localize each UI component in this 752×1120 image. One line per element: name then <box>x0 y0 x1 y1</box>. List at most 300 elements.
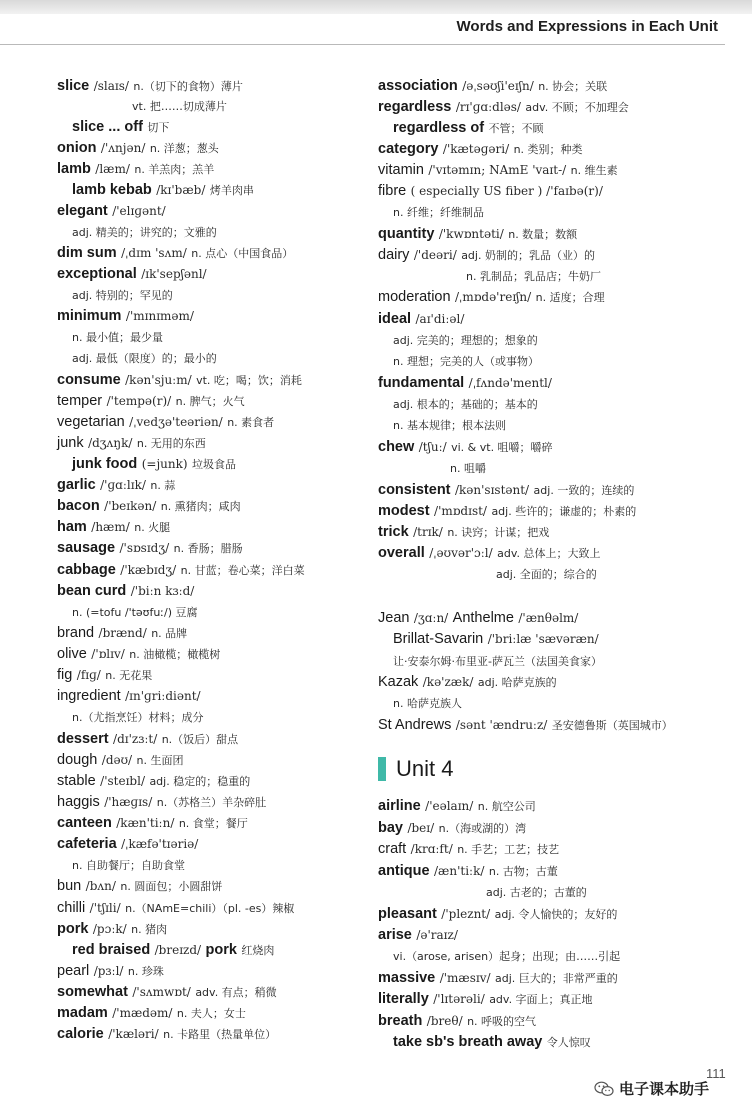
gloss: n. 基本规律；根本法则 <box>393 419 506 432</box>
gloss: adj. 巨大的；非常严重的 <box>494 972 618 985</box>
headword: vitamin <box>378 162 424 178</box>
gloss: n. 维生素 <box>570 164 618 177</box>
headword: breath <box>378 1013 423 1029</box>
phonetic: /ˌvedʒə'teəriən/ <box>129 415 223 429</box>
entry-line <box>57 919 167 940</box>
phonetic: /dɪ'zɜːt/ <box>113 732 158 746</box>
gloss: n. 品牌 <box>151 627 188 640</box>
entry-line <box>393 629 599 649</box>
phonetic: /breθ/ <box>426 1014 463 1028</box>
entry-line <box>72 348 217 369</box>
headword: take sb's breath away <box>393 1034 543 1050</box>
phonetic: /'kætəɡəri/ <box>442 142 510 156</box>
phonetic: /'biːn kɜːd/ <box>130 584 195 598</box>
gloss: adj. 根本的；基础的；基本的 <box>393 398 538 411</box>
gloss: 令人惊叹 <box>546 1036 591 1049</box>
gloss: n. 羊羔肉；羔羊 <box>134 163 215 176</box>
gloss: n. 洋葱；葱头 <box>149 142 219 155</box>
entry-line <box>57 1003 246 1024</box>
headword: ingredient <box>57 688 121 704</box>
entry-line <box>72 327 163 348</box>
gloss: adj. 哈萨克族的 <box>477 676 557 689</box>
headword: bun <box>57 878 82 894</box>
phonetic: /ʒɑːn/ <box>413 611 449 625</box>
gloss: n.（海或湖的）湾 <box>438 822 527 835</box>
entry-line <box>393 651 602 672</box>
phonetic: /kæn'tiːn/ <box>116 816 175 830</box>
section-header: Words and Expressions in Each Unit <box>456 18 718 35</box>
gloss: vt. 把……切成薄片 <box>132 100 227 113</box>
gloss: n. 乳制品；乳品店；牛奶厂 <box>466 270 601 283</box>
gloss: n. 理想；完美的人（或事物） <box>393 355 539 368</box>
phonetic: /ˌmɒdə'reɪʃn/ <box>455 290 532 304</box>
headword: Kazak <box>378 674 419 690</box>
gloss: 垃圾食品 <box>192 458 237 471</box>
headword: brand <box>57 625 95 641</box>
phonetic: /'eəlaɪn/ <box>425 799 474 813</box>
entry-line <box>57 834 198 854</box>
gloss: n.（切下的食物）薄片 <box>133 80 243 93</box>
phonetic: /aɪ'diːəl/ <box>415 312 465 326</box>
gloss: adj. 稳定的；稳重的 <box>149 775 251 788</box>
phonetic: /breɪzd/ <box>154 943 202 957</box>
entry-line <box>57 1024 276 1045</box>
entry-line <box>57 750 184 771</box>
phonetic: /'beɪkən/ <box>104 499 157 513</box>
entry-line <box>378 181 603 201</box>
entry-line <box>57 76 243 97</box>
entry-line <box>378 796 536 817</box>
headword: association <box>378 78 458 94</box>
gloss: n. 蒜 <box>150 479 176 492</box>
entry-line <box>72 180 254 201</box>
entry-line <box>393 946 620 967</box>
headword: canteen <box>57 815 112 831</box>
headword: exceptional <box>57 266 137 282</box>
gloss: n. 数量；数额 <box>508 228 578 241</box>
headword: category <box>378 141 439 157</box>
phonetic: /'briːlæ 'sævəræn/ <box>487 632 599 646</box>
entry-line <box>57 961 164 982</box>
gloss: adj. 令人愉快的；友好的 <box>494 908 618 921</box>
phonetic: /'mædəm/ <box>112 1006 173 1020</box>
phonetic: /kən'sjuːm/ <box>125 373 192 387</box>
entry-line <box>57 665 152 686</box>
headword: consistent <box>378 482 451 498</box>
gloss: n.（尤指烹饪）材料；成分 <box>72 711 204 724</box>
entry-line <box>378 608 578 628</box>
headword: pork <box>205 942 237 958</box>
gloss: n. 猪肉 <box>131 923 168 936</box>
gloss: n. 诀窍；计谋；把戏 <box>447 526 550 539</box>
gloss: n. 熏猪肉；咸肉 <box>160 500 241 513</box>
entry-line <box>72 940 274 961</box>
gloss: n. 火腿 <box>134 521 171 534</box>
entry-line <box>378 224 577 245</box>
entry-line <box>393 415 506 436</box>
phonetic: /slaɪs/ <box>93 79 129 93</box>
unit-heading: Unit 4 <box>396 756 454 781</box>
gloss: 红烧肉 <box>241 944 275 957</box>
entry-line <box>378 925 458 945</box>
headword: pleasant <box>378 906 437 922</box>
watermark <box>594 1078 709 1099</box>
phonetic: /'deəri/ <box>413 248 457 262</box>
headword: onion <box>57 140 97 156</box>
phonetic: ( especially US fiber ) /'faɪbə(r)/ <box>410 184 603 198</box>
entry-line <box>57 686 201 706</box>
phonetic: /bʌn/ <box>85 879 116 893</box>
entry-line <box>132 96 227 117</box>
entry-line <box>378 989 593 1010</box>
entry-line <box>57 475 175 496</box>
entry-line <box>378 543 600 564</box>
gloss: n. 香肠；腊肠 <box>173 542 243 555</box>
entry-line <box>57 792 266 813</box>
headword: junk <box>57 435 84 451</box>
headword: fibre <box>378 183 407 199</box>
gloss: adj. 古老的；古董的 <box>486 886 587 899</box>
headword: calorie <box>57 1026 104 1042</box>
gloss: n. 航空公司 <box>477 800 536 813</box>
entry-line <box>57 771 250 792</box>
headword: Anthelme <box>452 610 514 626</box>
gloss: n. 夫人；女士 <box>176 1007 246 1020</box>
phonetic: /ɪn'ɡriːdiənt/ <box>125 689 201 703</box>
gloss: adv. 字面上；真正地 <box>489 993 593 1006</box>
headword: ham <box>57 519 87 535</box>
entry-line <box>57 623 187 644</box>
phonetic: /kən'sɪstənt/ <box>454 483 530 497</box>
gloss: n. 素食者 <box>227 416 275 429</box>
headword: bay <box>378 820 403 836</box>
phonetic: /dəʊ/ <box>101 753 133 767</box>
phonetic: /kɪ'bæb/ <box>156 183 206 197</box>
headword: slice ... off <box>72 119 143 135</box>
gloss: 切下 <box>147 121 170 134</box>
headword: airline <box>378 798 421 814</box>
headword: bacon <box>57 498 100 514</box>
phonetic: /ə'raɪz/ <box>416 928 458 942</box>
entry-line <box>57 159 214 180</box>
entry-line <box>378 245 595 266</box>
headword: temper <box>57 393 103 409</box>
gloss: n. 适度；合理 <box>535 291 605 304</box>
headword: trick <box>378 524 409 540</box>
entry-line <box>466 266 601 287</box>
gloss: n. 最小值；最少量 <box>72 331 163 344</box>
headword: craft <box>378 841 407 857</box>
entry-line <box>72 285 173 306</box>
headword: pork <box>57 921 89 937</box>
phonetic: /'pleznt/ <box>441 907 491 921</box>
gloss: n. 食堂；餐厅 <box>178 817 248 830</box>
entry-line <box>57 370 302 391</box>
phonetic: /'tempə(r)/ <box>106 394 172 408</box>
phonetic: /'elɪɡənt/ <box>112 204 166 218</box>
phonetic: /fɪɡ/ <box>76 668 101 682</box>
gloss: n. 脾气；火气 <box>175 395 245 408</box>
phonetic: /'kwɒntəti/ <box>438 227 504 241</box>
phonetic: /ˌdɪm 'sʌm/ <box>121 246 187 260</box>
entry-line <box>378 480 634 501</box>
phonetic: /əˌsəʊʃi'eɪʃn/ <box>462 79 534 93</box>
headword: fig <box>57 667 73 683</box>
phonetic: /rɪ'ɡɑːdləs/ <box>455 100 521 114</box>
phonetic: /'steɪbl/ <box>100 774 145 788</box>
phonetic: (=junk) <box>141 457 188 471</box>
header-rule <box>0 44 725 45</box>
entry-line <box>378 818 526 839</box>
entry-line <box>378 968 618 989</box>
entry-line <box>378 715 673 736</box>
headword: minimum <box>57 308 122 324</box>
entry-line <box>57 243 293 264</box>
gloss: adj. 些许的；谦虚的；朴素的 <box>491 505 637 518</box>
headword: olive <box>57 646 87 662</box>
headword: haggis <box>57 794 100 810</box>
entry-line <box>378 501 636 522</box>
phonetic: /'lɪtərəli/ <box>433 992 485 1006</box>
entry-line <box>57 264 207 284</box>
phonetic: /'mɒdɪst/ <box>434 504 487 518</box>
gloss: n. (=tofu /'təʊfuː/) 豆腐 <box>72 606 198 619</box>
headword: Jean <box>378 610 410 626</box>
gloss: n. 纤维；纤维制品 <box>393 206 484 219</box>
headword: Brillat-Savarin <box>393 631 484 647</box>
headword: stable <box>57 773 96 789</box>
entry-line <box>57 982 277 1003</box>
phonetic: /'kæbɪdʒ/ <box>120 563 177 577</box>
entry-line <box>57 581 194 601</box>
gloss: adj. 最低（限度）的；最小的 <box>72 352 217 365</box>
phonetic: /'ænθəlm/ <box>518 611 579 625</box>
gloss: n. 生面团 <box>136 754 184 767</box>
gloss: n. 珍珠 <box>127 965 164 978</box>
wechat-icon <box>594 1081 614 1097</box>
entry-line <box>378 160 618 181</box>
entry-line <box>393 202 484 223</box>
phonetic: /brænd/ <box>98 626 147 640</box>
gloss: n.（饭后）甜点 <box>161 733 239 746</box>
phonetic: /'kæləri/ <box>108 1027 159 1041</box>
entry-line <box>378 522 549 543</box>
entry-line <box>57 496 241 517</box>
phonetic: /'tʃɪli/ <box>89 901 121 915</box>
headword: junk food <box>72 456 138 472</box>
gloss: vi.（arose, arisen）起身；出现；由……引起 <box>393 950 621 963</box>
entry-line <box>57 412 274 433</box>
entry-line <box>72 707 203 728</box>
gloss: n. 油橄榄；橄榄树 <box>129 648 221 661</box>
gloss: 圣安德鲁斯（英国城市） <box>551 719 673 732</box>
phonetic: /'ɒlɪv/ <box>91 647 125 661</box>
headword: dessert <box>57 731 109 747</box>
headword: regardless of <box>393 120 485 136</box>
headword: madam <box>57 1005 108 1021</box>
entry-line <box>393 693 462 714</box>
phonetic: /'hæɡɪs/ <box>104 795 153 809</box>
entry-line <box>450 458 486 479</box>
headword: consume <box>57 372 121 388</box>
entry-line <box>378 672 557 693</box>
gloss: adj. 全面的；综合的 <box>496 568 597 581</box>
gloss: n. 哈萨克族人 <box>393 697 462 710</box>
watermark-text: 电子课本助手 <box>619 1080 710 1098</box>
gloss: n. 协会；关联 <box>538 80 608 93</box>
headword: garlic <box>57 477 96 493</box>
phonetic: /ˌkæfə'tɪəriə/ <box>121 837 199 851</box>
entry-line <box>378 1011 536 1032</box>
gloss: n. 甘蓝；卷心菜；洋白菜 <box>180 564 305 577</box>
entry-line <box>72 117 169 138</box>
gloss: vi. & vt. 咀嚼；嚼碎 <box>451 441 553 454</box>
entry-line <box>378 904 617 925</box>
gloss: n.（NAmE=chili）（pl. -es）辣椒 <box>125 902 295 915</box>
headword: literally <box>378 991 429 1007</box>
headword: dim sum <box>57 245 117 261</box>
gloss: adv. 有点；稍微 <box>195 986 277 999</box>
headword: fundamental <box>378 375 465 391</box>
gloss: n. 无花果 <box>105 669 153 682</box>
entry-line <box>57 391 245 412</box>
gloss: n. 自助餐厅；自助食堂 <box>72 859 185 872</box>
entry-line <box>378 287 605 308</box>
entry-line <box>393 1032 591 1053</box>
entry-line <box>57 644 220 665</box>
entry-line <box>378 861 558 882</box>
entry-line <box>57 538 243 559</box>
gloss: n. 呼吸的空气 <box>467 1015 537 1028</box>
gloss: adv. 不顾；不加理会 <box>525 101 629 114</box>
entry-line <box>378 839 559 860</box>
entry-line <box>393 351 539 372</box>
phonetic: /trɪk/ <box>413 525 443 539</box>
phonetic: /beɪ/ <box>407 821 435 835</box>
gloss: n. 无用的东西 <box>136 437 206 450</box>
headword: cabbage <box>57 562 116 578</box>
phonetic: /ɪk'sepʃənl/ <box>141 267 207 281</box>
gloss: adj. 一致的；连续的 <box>533 484 635 497</box>
entry-line <box>57 729 238 750</box>
headword: somewhat <box>57 984 128 1000</box>
gloss: n. 类别；种类 <box>513 143 583 156</box>
entry-line <box>378 309 464 329</box>
headword: quantity <box>378 226 435 242</box>
headword: lamb kebab <box>72 182 152 198</box>
headword: cafeteria <box>57 836 117 852</box>
headword: chilli <box>57 900 86 916</box>
entry-line <box>378 139 583 160</box>
entry-line <box>72 855 185 876</box>
page-number: 111 <box>706 1066 726 1081</box>
headword: sausage <box>57 540 116 556</box>
gloss: n. 卡路里（热量单位） <box>163 1028 277 1041</box>
entry-line <box>496 564 597 585</box>
gloss: 烤羊肉串 <box>209 184 254 197</box>
entry-line <box>57 898 294 919</box>
headword: chew <box>378 439 415 455</box>
entry-line <box>393 330 538 351</box>
headword: dairy <box>378 247 410 263</box>
headword: massive <box>378 970 436 986</box>
unit-marker <box>378 757 386 781</box>
headword: lamb <box>57 161 91 177</box>
gloss: n. 圆面包；小圆甜饼 <box>120 880 223 893</box>
headword: overall <box>378 545 425 561</box>
entry-line <box>57 306 194 326</box>
entry-line <box>72 602 198 623</box>
gloss: vt. 吃；喝；饮；消耗 <box>196 374 302 387</box>
entry-line <box>378 437 553 458</box>
headword: arise <box>378 927 412 943</box>
phonetic: /ˌfʌndə'mentl/ <box>468 376 552 390</box>
entry-line <box>57 813 248 834</box>
phonetic: /dʒʌŋk/ <box>88 436 133 450</box>
headword: slice <box>57 78 90 94</box>
entry-line <box>57 138 219 159</box>
gloss: adj. 特别的；罕见的 <box>72 289 173 302</box>
headword: dough <box>57 752 98 768</box>
entry-line <box>393 118 544 139</box>
gloss: 让·安泰尔姆·布里亚-萨瓦兰（法国美食家） <box>393 655 602 668</box>
top-band <box>0 0 752 14</box>
phonetic: /'mɪnɪməm/ <box>125 309 194 323</box>
entry-line <box>393 394 538 415</box>
gloss: n. 手艺；工艺；技艺 <box>457 843 560 856</box>
phonetic: /kə'zæk/ <box>422 675 474 689</box>
entry-line <box>378 97 629 118</box>
gloss: adj. 奶制的；乳品（业）的 <box>461 249 595 262</box>
phonetic: /pɔːk/ <box>92 922 127 936</box>
entry-line <box>57 517 170 538</box>
gloss: n.（苏格兰）羊杂碎肚 <box>156 796 267 809</box>
gloss: 不管；不顾 <box>488 122 544 135</box>
gloss: n. 点心（中国食品） <box>191 247 294 260</box>
phonetic: /tʃuː/ <box>418 440 447 454</box>
entry-line <box>72 222 217 243</box>
entry-line <box>378 76 607 97</box>
headword: ideal <box>378 311 412 327</box>
entry-line <box>72 454 236 475</box>
headword: antique <box>378 863 430 879</box>
headword: St Andrews <box>378 717 452 733</box>
headword: elegant <box>57 203 108 219</box>
headword: regardless <box>378 99 452 115</box>
phonetic: /æn'tiːk/ <box>434 864 485 878</box>
phonetic: /'mæsɪv/ <box>439 971 491 985</box>
entry-line <box>378 373 552 393</box>
entry-line <box>57 876 222 897</box>
phonetic: /pɜːl/ <box>93 964 124 978</box>
phonetic: /'ɡɑːlɪk/ <box>100 478 146 492</box>
entry-line <box>57 201 166 221</box>
gloss: n. 古物；古董 <box>488 865 558 878</box>
gloss: adj. 完美的；理想的；想象的 <box>393 334 538 347</box>
phonetic: /'vɪtəmɪn; NAmE 'vaɪt-/ <box>428 163 567 177</box>
headword: pearl <box>57 963 90 979</box>
gloss: adj. 精美的；讲究的；文雅的 <box>72 226 217 239</box>
headword: modest <box>378 503 430 519</box>
headword: bean curd <box>57 583 127 599</box>
phonetic: /'sɒsɪdʒ/ <box>119 541 170 555</box>
phonetic: /sənt 'ændruːz/ <box>455 718 548 732</box>
gloss: n. 咀嚼 <box>450 462 486 475</box>
entry-line <box>57 560 305 581</box>
phonetic: /'sʌmwɒt/ <box>132 985 191 999</box>
phonetic: /hæm/ <box>91 520 130 534</box>
headword: moderation <box>378 289 451 305</box>
